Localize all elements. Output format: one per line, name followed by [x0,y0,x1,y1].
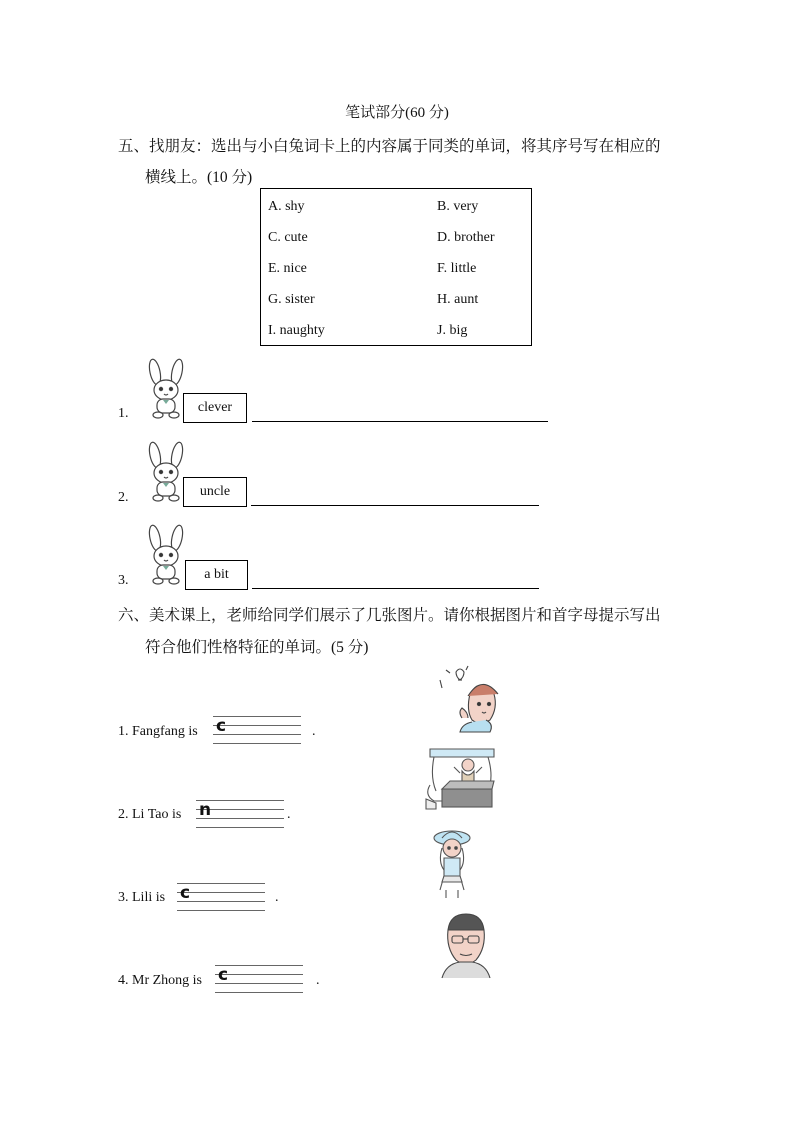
cute-girl-illustration [430,826,480,902]
item-number: 3. [118,573,129,588]
item-number: 2. [118,490,129,505]
sentence-end: . [275,890,279,905]
mr-zhong-illustration [432,912,498,982]
option-g: G. sister [268,292,315,307]
q5-instruction-line2: 横线上。(10 分) [145,169,253,186]
option-f: F. little [437,261,477,276]
q5-instruction-line1: 五、找朋友：选出与小白兔词卡上的内容属于同类的单词，将其序号写在相应的 [118,138,661,155]
option-b: B. very [437,199,479,214]
hint-letter: c [218,965,229,985]
option-d: D. brother [437,230,495,245]
hint-letter: c [216,716,227,736]
option-c: C. cute [268,230,308,245]
sentence-mr-zhong: 4. Mr Zhong is [118,973,202,988]
sentence-lili: 3. Lili is [118,890,166,905]
sentence-fangfang: 1. Fangfang is [118,724,198,739]
hint-letter: n [199,800,212,820]
page-title: 笔试部分(60 分) [345,105,449,121]
hint-letter: c [180,883,191,903]
naughty-boy-illustration [420,745,498,815]
handwriting-lines[interactable] [213,716,301,744]
word-card: a bit [185,560,248,590]
answer-line[interactable] [251,505,539,506]
clever-girl-illustration [432,664,504,736]
item-number: 1. [118,406,129,421]
answer-line[interactable] [252,421,548,422]
handwriting-lines[interactable] [215,965,303,993]
option-e: E. nice [268,261,307,276]
option-a: A. shy [268,199,305,214]
word-card: uncle [183,477,247,507]
handwriting-lines[interactable] [177,883,265,911]
option-i: I. naughty [268,323,325,338]
handwriting-lines[interactable] [196,800,284,828]
word-card: clever [183,393,247,423]
sentence-end: . [312,724,316,739]
sentence-end: . [316,973,320,988]
option-j: J. big [437,323,468,338]
answer-line[interactable] [252,588,539,589]
sentence-li-tao: 2. Li Tao is [118,807,182,822]
q6-instruction-line2: 符合他们性格特征的单词。(5 分) [145,639,369,656]
option-h: H. aunt [437,292,479,307]
q6-instruction-line1: 六、美术课上，老师给同学们展示了几张图片。请你根据图片和首字母提示写出 [118,607,661,624]
sentence-end: . [287,807,291,822]
